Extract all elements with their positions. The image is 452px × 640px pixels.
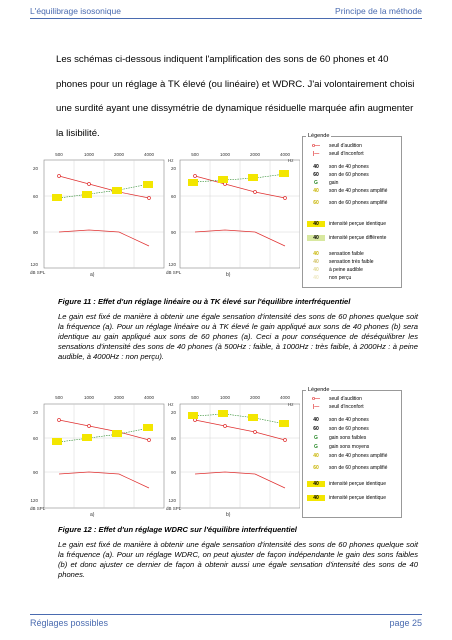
legend-text: son de 40 phones xyxy=(329,164,369,170)
fig11-b-y120: 120 xyxy=(168,262,176,267)
legend-text: seuil d'audition xyxy=(329,396,362,402)
legend-text: gain xyxy=(329,180,339,186)
fig11-a-tick-1000: 1000 xyxy=(83,152,95,157)
fig12-a-y90: 90 xyxy=(32,470,38,475)
fig11-a-label: a) xyxy=(90,272,95,278)
legend-symbol: G xyxy=(314,180,318,186)
legend-symbol: 40 xyxy=(313,267,319,273)
legend-symbol: 40 xyxy=(307,221,325,227)
legend-text: son de 60 phones amplifié xyxy=(329,200,388,206)
fig11-a-hz: Hz xyxy=(168,158,174,163)
fig11-a-y120: 120 xyxy=(30,262,38,267)
fig12-a-tick-2000: 2000 xyxy=(113,395,125,400)
figure-12-charts xyxy=(30,390,300,518)
fig12-b-dbspl: dB SPL xyxy=(166,506,182,511)
figure-12-caption xyxy=(58,525,418,580)
legend-row xyxy=(307,151,399,163)
legend-text: seuil d'inconfort xyxy=(329,404,364,410)
legend-row xyxy=(307,200,399,212)
footer-rule xyxy=(30,614,422,615)
fig11-b-y20: 20 xyxy=(170,166,176,171)
legend-symbol: 40 xyxy=(313,259,319,265)
fig11-b-tick-2000: 2000 xyxy=(249,152,261,157)
figure-11-panel-b xyxy=(166,152,300,278)
fig12-b-tick-1000: 1000 xyxy=(219,395,231,400)
fig11-b-tick-4000: 4000 xyxy=(279,152,291,157)
fig11-b-hz: Hz xyxy=(288,158,294,163)
fig11-a-dbspl: dB SPL xyxy=(30,270,46,275)
figure-11-panel-a xyxy=(30,152,174,278)
legend-text: gain sons faibles xyxy=(329,435,367,441)
fig12-b-label: b) xyxy=(226,512,231,518)
legend-text: intensité perçue identique xyxy=(329,221,386,227)
intro-line: Les schémas ci-dessous indiquent l'amplification des sons de 60 phones et 40 xyxy=(56,54,389,65)
fig12-b-tick-4000: 4000 xyxy=(279,395,291,400)
legend-symbol: G xyxy=(314,444,318,450)
fig12-a-tick-500: 500 xyxy=(55,395,63,400)
page-number: page 25 xyxy=(389,618,422,628)
legend-text: son de 60 phones xyxy=(329,172,369,178)
legend-symbol: G xyxy=(314,435,318,441)
fig12-b-y20: 20 xyxy=(170,410,176,415)
legend-text: gain sons moyens xyxy=(329,444,370,450)
header-left: L'équilibrage isosonique xyxy=(30,6,121,16)
discomfort-threshold-icon: |— xyxy=(312,151,320,157)
fig11-b-y90: 90 xyxy=(170,230,176,235)
legend-text: son de 60 phones amplifié xyxy=(329,465,388,471)
fig12-a-tick-1000: 1000 xyxy=(83,395,95,400)
legend-row xyxy=(307,495,399,507)
legend-text: son de 40 phones amplifié xyxy=(329,188,388,194)
legend-row xyxy=(307,275,399,287)
hearing-threshold-icon: o— xyxy=(311,143,321,149)
legend-row xyxy=(307,453,399,465)
legend-text: intensité perçue identique xyxy=(329,495,386,501)
fig12-b-y90: 90 xyxy=(170,470,176,475)
fig11-a-tick-500: 500 xyxy=(55,152,63,157)
fig11-b-tick-1000: 1000 xyxy=(219,152,231,157)
figure-12 xyxy=(30,387,430,518)
discomfort-threshold-icon: |— xyxy=(312,404,320,410)
legend-text: son de 40 phones amplifié xyxy=(329,453,388,459)
fig12-b-y60: 60 xyxy=(170,436,176,441)
figure-11-caption xyxy=(58,297,418,362)
figure-12-legend xyxy=(302,387,402,518)
fig12-a-y120: 120 xyxy=(30,498,38,503)
fig12-a-tick-4000: 4000 xyxy=(143,395,155,400)
fig12-a-hz: Hz xyxy=(168,402,174,407)
fig11-a-tick-4000: 4000 xyxy=(143,152,155,157)
fig11-a-tick-2000: 2000 xyxy=(113,152,125,157)
legend-text: seuil d'inconfort xyxy=(329,151,364,157)
legend-symbol: 40 xyxy=(313,164,319,170)
legend-text: son de 40 phones xyxy=(329,417,369,423)
legend-symbol: 60 xyxy=(313,465,319,471)
legend-row xyxy=(307,465,399,477)
legend-symbol: 60 xyxy=(313,200,319,206)
hearing-threshold-icon: o— xyxy=(311,396,321,402)
legend-symbol: 40 xyxy=(313,453,319,459)
fig12-b-y120: 120 xyxy=(168,498,176,503)
legend-symbol: 40 xyxy=(313,251,319,257)
legend-text: seuil d'audition xyxy=(329,143,362,149)
header-right: Principe de la méthode xyxy=(335,6,422,16)
fig11-b-dbspl: dB SPL xyxy=(166,270,182,275)
figure-11-legend xyxy=(302,133,402,288)
fig12-a-y20: 20 xyxy=(32,410,38,415)
legend-text: à peine audible xyxy=(329,267,363,273)
legend-symbol: 40 xyxy=(313,188,319,194)
legend-text: sensation faible xyxy=(329,251,364,257)
intro-line: la lisibilité. xyxy=(56,127,100,139)
legend-text: non perçu xyxy=(329,275,352,281)
figure-12-body: Le gain est fixé de manière à obtenir une égale sensation d'intensité des sons de 60 phones quelque soit la fréquence (a). Pour un réglage WDRC, on peut ajuster de façon indépendante le gain des sons faibles (b) et donc ajuster ce dernier de façon à obtenir aussi une égale sensation d'intensité des sons de 40 phones. xyxy=(58,540,418,579)
fig11-b-tick-500: 500 xyxy=(191,152,199,157)
legend-symbol: 40 xyxy=(307,481,325,487)
fig12-b-tick-500: 500 xyxy=(191,395,199,400)
header-rule xyxy=(30,18,422,19)
legend-text: son de 60 phones xyxy=(329,426,369,432)
fig11-a-y20: 20 xyxy=(32,166,38,171)
legend-symbol: 40 xyxy=(313,275,319,281)
intro-line: phones pour un réglage à TK élevé (ou linéaire) et WDRC. J'ai volontairement choisi xyxy=(56,78,415,90)
fig12-b-tick-2000: 2000 xyxy=(249,395,261,400)
legend-row xyxy=(307,404,399,416)
legend-symbol: 40 xyxy=(313,417,319,423)
legend-symbol: 40 xyxy=(307,495,325,501)
legend-row xyxy=(307,235,399,247)
fig12-b-hz: Hz xyxy=(288,402,294,407)
figure-11-charts xyxy=(30,136,300,286)
fig12-a-dbspl: dB SPL xyxy=(30,506,46,511)
fig11-a-y60: 60 xyxy=(32,194,38,199)
legend-text: intensité perçue identique xyxy=(329,481,386,487)
figure-12-panel-a xyxy=(30,395,174,518)
legend-row xyxy=(307,481,399,493)
figure-11-title: Figure 11 : Effet d'un réglage linéaire ou à TK élevé sur l'équilibre interfréquentiel xyxy=(58,297,351,306)
legend-row xyxy=(307,221,399,233)
fig11-a-y90: 90 xyxy=(32,230,38,235)
figure-12-title: Figure 12 : Effet d'un réglage WDRC sur l'équilibre interfréquentiel xyxy=(58,525,297,534)
figure-11-body: Le gain est fixé de manière à obtenir une égale sensation d'intensité des sons de 60 phones quelque soit la fréquence (a). Pour un réglage linéaire ou à TK élevé le gain appliqué aux sons de 40 phones (b) sera identique au gain appliqué aux sons de 60 phones (a). Ceci a pour conséquence de déséquilibrer les sensations d'intensité des sons de 40 phones (à 500Hz : faible, à 1000Hz : très faible, à 2000Hz : à peine audible, à 4000Hz : non perçu). xyxy=(58,312,418,361)
fig11-b-y60: 60 xyxy=(170,194,176,199)
fig12-a-label: a) xyxy=(90,512,95,518)
fig11-b-label: b) xyxy=(226,272,231,278)
intro-paragraph xyxy=(56,48,422,146)
legend-symbol: 60 xyxy=(313,426,319,432)
legend-title: Légende xyxy=(308,133,330,139)
fig12-a-y60: 60 xyxy=(32,436,38,441)
legend-text: intensité perçue différente xyxy=(329,235,387,241)
legend-title: Légende xyxy=(308,387,330,393)
intro-line: une surdité ayant une dissymétrie de dynamique résiduelle marquée afin augmenter xyxy=(56,103,414,114)
legend-symbol: 60 xyxy=(313,172,319,178)
figure-12-panel-b xyxy=(166,395,300,518)
footer-left: Réglages possibles xyxy=(30,618,109,628)
legend-symbol: 40 xyxy=(307,235,325,241)
legend-row xyxy=(307,188,399,200)
legend-text: sensation très faible xyxy=(329,259,374,265)
